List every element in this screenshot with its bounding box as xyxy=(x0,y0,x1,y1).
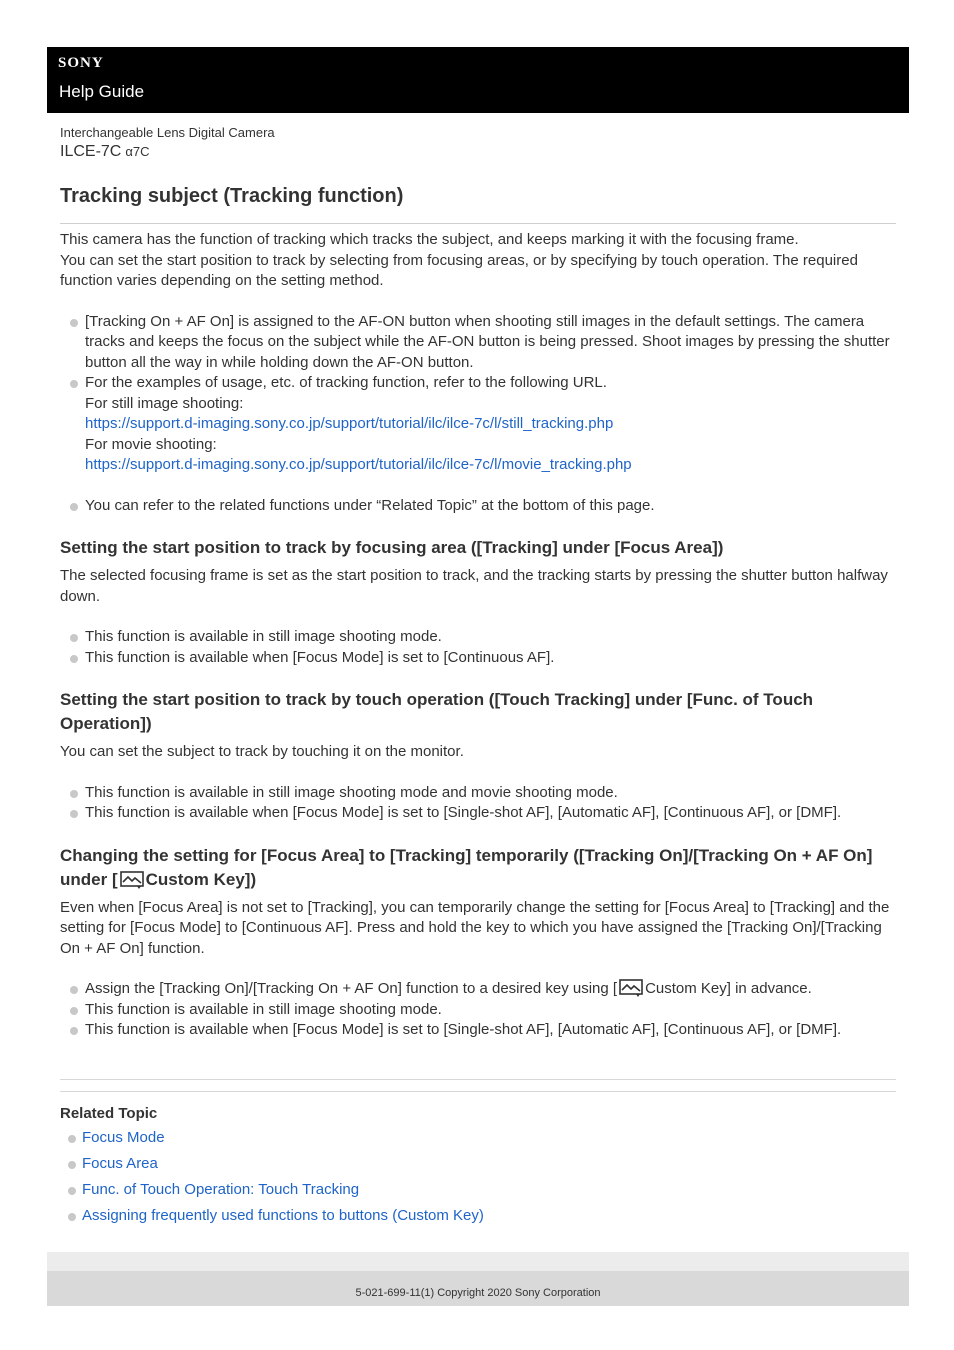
notes-list xyxy=(60,312,896,517)
related-item xyxy=(60,1128,896,1148)
section-divider xyxy=(60,1079,896,1092)
section-heading-touch-tracking: Setting the start position to track by touch operation ([Touch Tracking] under [Func. of Touch Operation]) xyxy=(60,690,814,733)
list-item: You can refer to the related functions under “Related Topic” at the bottom of this page. xyxy=(60,496,896,517)
main-content xyxy=(60,185,896,1232)
url-intro: For the examples of usage, etc. of tracking function, refer to the following URL. xyxy=(85,374,607,391)
section-body: Even when [Focus Area] is not set to [Tracking], you can temporarily change the setting for [Focus Area] to [Tracking] and the setting for [Focus Mode] to [Continuous AF]. Press and hold the key to which you have assigned the [Tracking On]/[Tracking On + AF On] function. xyxy=(60,898,890,957)
section2-bullets xyxy=(60,783,896,824)
focus-mode-link[interactable]: Focus Mode xyxy=(82,1128,165,1146)
list-item: This function is available in still image shooting mode. xyxy=(60,1000,896,1021)
model-number: ILCE-7C xyxy=(60,143,122,160)
list-item: This function is available in still image shooting mode and movie shooting mode. xyxy=(60,783,896,804)
touch-tracking-link[interactable]: Func. of Touch Operation: Touch Tracking xyxy=(82,1180,360,1198)
movie-label: For movie shooting: xyxy=(85,435,217,453)
related-item xyxy=(60,1180,896,1200)
model-name xyxy=(60,143,275,161)
section1-bullets xyxy=(60,627,896,668)
intro-line-1: This camera has the function of tracking which tracks the subject, and keeps marking it with the focusing frame. xyxy=(60,231,799,248)
bullet-text: Custom Key] in advance. xyxy=(645,980,812,997)
copyright-text: 5-021-699-11(1) Copyright 2020 Sony Corporation xyxy=(355,1287,601,1299)
still-tracking-link[interactable]: https://support.d-imaging.sony.co.jp/support/tutorial/ilc/ilce-7c/l/still_tracking.php xyxy=(85,415,614,432)
list-item xyxy=(60,979,896,1000)
list-item: This function is available when [Focus Mode] is set to [Continuous AF]. xyxy=(60,648,896,669)
related-item xyxy=(60,1154,896,1174)
heading-text: Changing the setting for [Focus Area] to [Tracking] temporarily ([Tracking On]/[Tracking On + AF On] under [ xyxy=(60,845,873,889)
sony-logo[interactable]: SONY xyxy=(58,55,104,71)
heading-text: Custom Key]) xyxy=(145,869,257,889)
intro-line-2: You can set the start position to track by selecting from focusing areas, or by specifying by touch operation. The required function varies depending on the setting method. xyxy=(60,251,858,289)
page-title: Tracking subject (Tracking function) xyxy=(60,185,896,224)
divider-line xyxy=(60,1091,896,1092)
still-label: For still image shooting: xyxy=(85,394,244,412)
site-header xyxy=(47,47,909,113)
product-type: Interchangeable Lens Digital Camera xyxy=(60,125,275,140)
related-item xyxy=(60,1206,896,1226)
list-item xyxy=(60,373,896,476)
section-heading-custom-key xyxy=(60,844,896,892)
related-topic-title: Related Topic xyxy=(60,1104,158,1122)
still-image-custom-key-icon xyxy=(619,979,643,997)
section-heading-focus-area: Setting the start position to track by focusing area ([Tracking] under [Focus Area]) xyxy=(60,538,724,557)
custom-key-link[interactable]: Assigning frequently used functions to buttons (Custom Key) xyxy=(82,1206,484,1224)
focus-area-link[interactable]: Focus Area xyxy=(82,1154,158,1172)
section-body: You can set the subject to track by touching it on the monitor. xyxy=(60,743,464,760)
list-item: This function is available in still image shooting mode. xyxy=(60,627,896,648)
related-topic-list xyxy=(60,1128,896,1226)
bullet-text: Assign the [Tracking On]/[Tracking On + AF On] function to a desired key using [ xyxy=(85,980,618,997)
footer-band xyxy=(47,1252,909,1271)
section-body: The selected focusing frame is set as the start position to track, and the tracking starts by pressing the shutter button halfway down. xyxy=(60,567,888,605)
help-guide-title[interactable]: Help Guide xyxy=(59,82,145,101)
movie-tracking-link[interactable]: https://support.d-imaging.sony.co.jp/support/tutorial/ilc/ilce-7c/l/movie_tracking.php xyxy=(85,456,632,473)
list-item: [Tracking On + AF On] is assigned to the AF-ON button when shooting still images in the default settings. The camera tracks and keeps the focus on the subject while the AF-ON button is being pressed. Shoot images by pressing the shutter button all the way in while holding down the AF-ON button. xyxy=(60,312,896,374)
section3-bullets xyxy=(60,979,896,1041)
still-image-custom-key-icon xyxy=(120,871,144,889)
page-footer xyxy=(47,1271,909,1306)
breadcrumb xyxy=(60,125,275,161)
intro-paragraph xyxy=(60,230,896,292)
list-item: This function is available when [Focus Mode] is set to [Single-shot AF], [Automatic AF], [Continuous AF], or [DMF]. xyxy=(60,803,896,824)
model-alias: α7C xyxy=(125,144,150,159)
list-item: This function is available when [Focus Mode] is set to [Single-shot AF], [Automatic AF], [Continuous AF], or [DMF]. xyxy=(60,1020,896,1041)
